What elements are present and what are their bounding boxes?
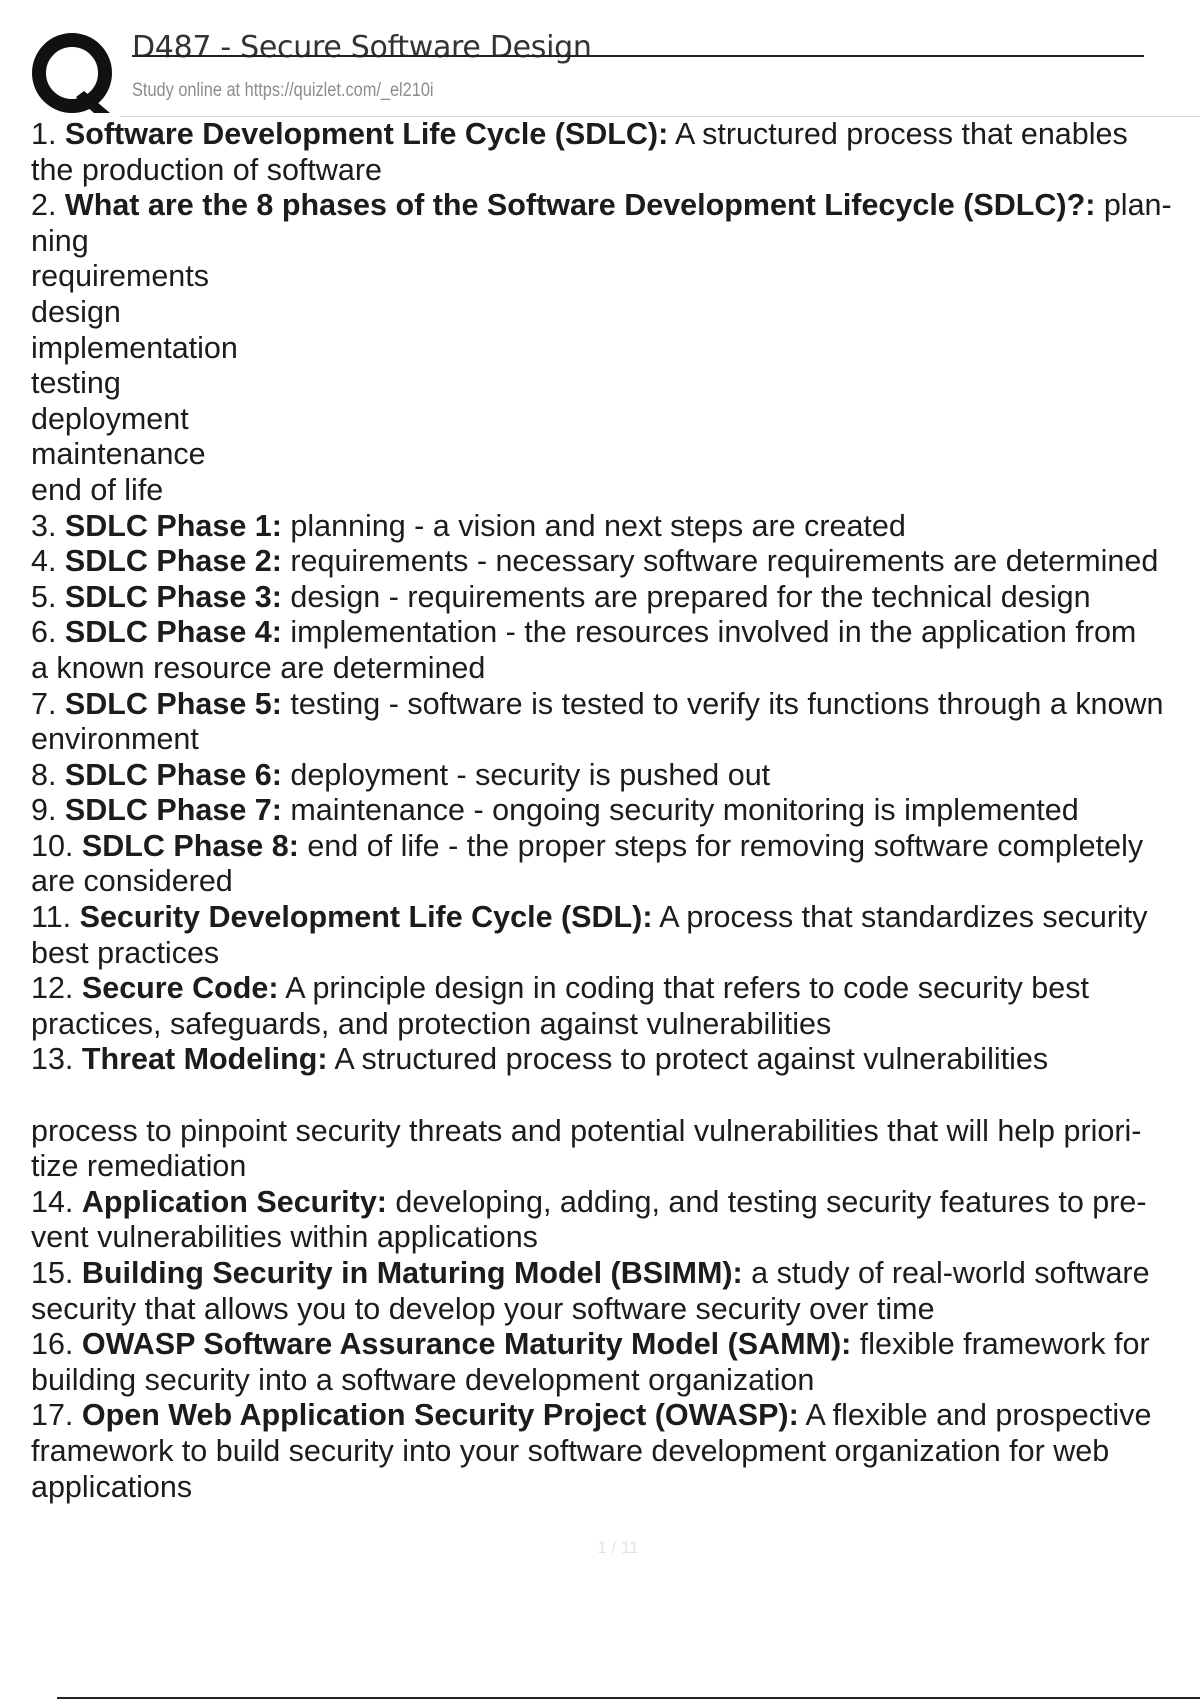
flashcard-entry: [31, 1042, 1200, 1184]
entry-definition-line: maintenance: [31, 437, 206, 472]
entry-term: What are the 8 phases of the Software Development Lifecycle (SDLC)?:: [64, 188, 1096, 223]
flashcard-entry: [31, 900, 1200, 971]
entry-definition-line: requirements: [31, 259, 209, 294]
entry-term: Threat Modeling:: [81, 1042, 328, 1077]
flashcard-entry: [31, 687, 1200, 758]
entry-definition: A process that standardizes security: [652, 900, 1148, 935]
entry-definition-line: process to pinpoint security threats and potential vulnerabilities that will help priori-: [31, 1113, 1142, 1148]
entry-term: SDLC Phase 8:: [81, 828, 299, 863]
entry-term: SDLC Phase 5:: [64, 686, 282, 721]
page-header: [0, 0, 1200, 118]
entry-first-line: [31, 758, 1200, 794]
entry-first-line: [31, 117, 1200, 153]
entry-number: 10.: [31, 828, 74, 863]
entry-number: 11.: [31, 900, 72, 935]
flashcard-entry: [31, 580, 1200, 616]
entry-first-line: [31, 900, 1200, 936]
entry-definition-line: practices, safeguards, and protection against vulnerabilities: [31, 1006, 832, 1041]
entry-definition-line: environment: [31, 722, 199, 757]
entry-first-line: [31, 829, 1200, 865]
entry-number: 13.: [31, 1042, 74, 1077]
entry-number: 4.: [31, 544, 57, 579]
entry-definition: requirements - necessary software requirements are determined: [281, 544, 1159, 579]
entry-number: 9.: [31, 793, 57, 828]
entry-definition-line: applications: [31, 1469, 193, 1504]
document-title: D487 - Secure Software Design: [132, 30, 592, 65]
entry-first-line: [31, 1398, 1200, 1434]
entry-first-line: [31, 1256, 1200, 1292]
entry-number: 8.: [31, 757, 57, 792]
entry-number: 16.: [31, 1327, 74, 1362]
entry-definition: end of life - the proper steps for removing software completely: [298, 828, 1144, 863]
entry-term: Secure Code:: [81, 971, 279, 1006]
entry-term: Security Development Life Cycle (SDL):: [79, 900, 653, 935]
flashcard-entry: [31, 829, 1200, 900]
entry-number: 7.: [31, 686, 57, 721]
entry-number: 1.: [31, 117, 57, 151]
entry-first-line: [31, 544, 1200, 580]
entry-definition: A principle design in coding that refers to code security best: [278, 971, 1089, 1006]
blank-line: [31, 1078, 1200, 1114]
flashcard-entry: [31, 1398, 1200, 1505]
entry-definition-line: ning: [31, 223, 89, 258]
flashcard-list: [31, 117, 1200, 1505]
entry-term: OWASP Software Assurance Maturity Model (SAMM):: [81, 1327, 852, 1362]
entry-number: 12.: [31, 971, 74, 1006]
flashcard-entry: [31, 615, 1200, 686]
entry-definition: a study of real-world software: [742, 1256, 1150, 1290]
entry-definition-line: testing: [31, 366, 121, 401]
flashcard-entry: [31, 1327, 1200, 1398]
entry-definition-line: are considered: [31, 864, 233, 899]
entry-definition: A structured process that enables: [668, 117, 1128, 151]
entry-number: 6.: [31, 615, 57, 650]
entry-definition-line: a known resource are determined: [31, 650, 486, 685]
quizlet-q-logo-icon: [32, 33, 116, 117]
title-strike-rule: [132, 55, 1144, 57]
entry-term: SDLC Phase 4:: [64, 615, 282, 650]
entry-definition-line: implementation: [31, 330, 238, 365]
flashcard-entry: [31, 1256, 1200, 1327]
entry-definition: A structured process to protect against vulnerabilities: [327, 1042, 1049, 1077]
entry-number: 15.: [31, 1256, 74, 1290]
entry-number: 17.: [31, 1398, 74, 1433]
entry-number: 5.: [31, 579, 57, 614]
flashcard-entry: [31, 509, 1200, 545]
flashcard-entry: [31, 1185, 1200, 1256]
entry-definition: testing - software is tested to verify its functions through a known: [281, 686, 1164, 721]
entry-definition-line: vent vulnerabilities within applications: [31, 1220, 538, 1255]
entry-definition: design - requirements are prepared for the technical design: [281, 579, 1091, 614]
entry-definition-line: best practices: [31, 935, 220, 970]
entry-term: SDLC Phase 2:: [64, 544, 282, 579]
entry-term: Software Development Life Cycle (SDLC):: [64, 117, 669, 151]
entry-term: SDLC Phase 6:: [64, 757, 282, 792]
entry-definition: plan-: [1095, 188, 1172, 223]
entry-definition: maintenance - ongoing security monitoring is implemented: [281, 793, 1079, 828]
entry-term: SDLC Phase 1:: [64, 508, 282, 543]
entry-first-line: [31, 188, 1200, 224]
entry-term: Building Security in Maturing Model (BSIMM):: [81, 1256, 743, 1290]
entry-first-line: [31, 971, 1200, 1007]
entry-definition: A flexible and prospective: [798, 1398, 1152, 1433]
page-number: 1 / 11: [597, 1538, 639, 1557]
flashcard-entry: [31, 971, 1200, 1042]
entry-number: 14.: [31, 1184, 74, 1219]
flashcard-entry: [31, 188, 1200, 508]
footer-divider: [57, 1697, 1200, 1699]
entry-definition-line: the production of software: [31, 152, 382, 187]
entry-definition: developing, adding, and testing security features to pre-: [386, 1184, 1147, 1219]
flashcard-entry: [31, 544, 1200, 580]
entry-definition-line: end of life: [31, 472, 164, 507]
entry-definition-line: security that allows you to develop your software security over time: [31, 1291, 935, 1326]
entry-term: Application Security:: [81, 1184, 387, 1219]
entry-number: 2.: [31, 188, 57, 223]
entry-definition: flexible framework for: [851, 1327, 1150, 1362]
entry-definition-line: tize remediation: [31, 1149, 247, 1184]
entry-first-line: [31, 1185, 1200, 1221]
entry-definition-line: framework to build security into your software development organization for web: [31, 1433, 1110, 1468]
entry-first-line: [31, 580, 1200, 616]
entry-first-line: [31, 687, 1200, 723]
entry-term: Open Web Application Security Project (OWASP):: [81, 1398, 799, 1433]
entry-definition: implementation - the resources involved in the application from: [281, 615, 1137, 650]
entry-definition: deployment - security is pushed out: [281, 757, 771, 792]
flashcard-entry: [31, 758, 1200, 794]
entry-first-line: [31, 1327, 1200, 1363]
entry-number: 3.: [31, 508, 57, 543]
entry-first-line: [31, 509, 1200, 545]
entry-first-line: [31, 615, 1200, 651]
entry-definition: planning - a vision and next steps are created: [281, 508, 906, 543]
entry-first-line: [31, 793, 1200, 829]
study-online-link-text[interactable]: Study online at https://quizlet.com/_el210i: [132, 80, 434, 101]
flashcard-entry: [31, 793, 1200, 829]
entry-definition-line: building security into a software development organization: [31, 1362, 815, 1397]
entry-definition-line: deployment: [31, 401, 189, 436]
entry-term: SDLC Phase 7:: [64, 793, 282, 828]
flashcard-entry: [31, 117, 1200, 188]
entry-term: SDLC Phase 3:: [64, 579, 282, 614]
entry-first-line: [31, 1042, 1200, 1078]
entry-definition-line: design: [31, 294, 121, 329]
